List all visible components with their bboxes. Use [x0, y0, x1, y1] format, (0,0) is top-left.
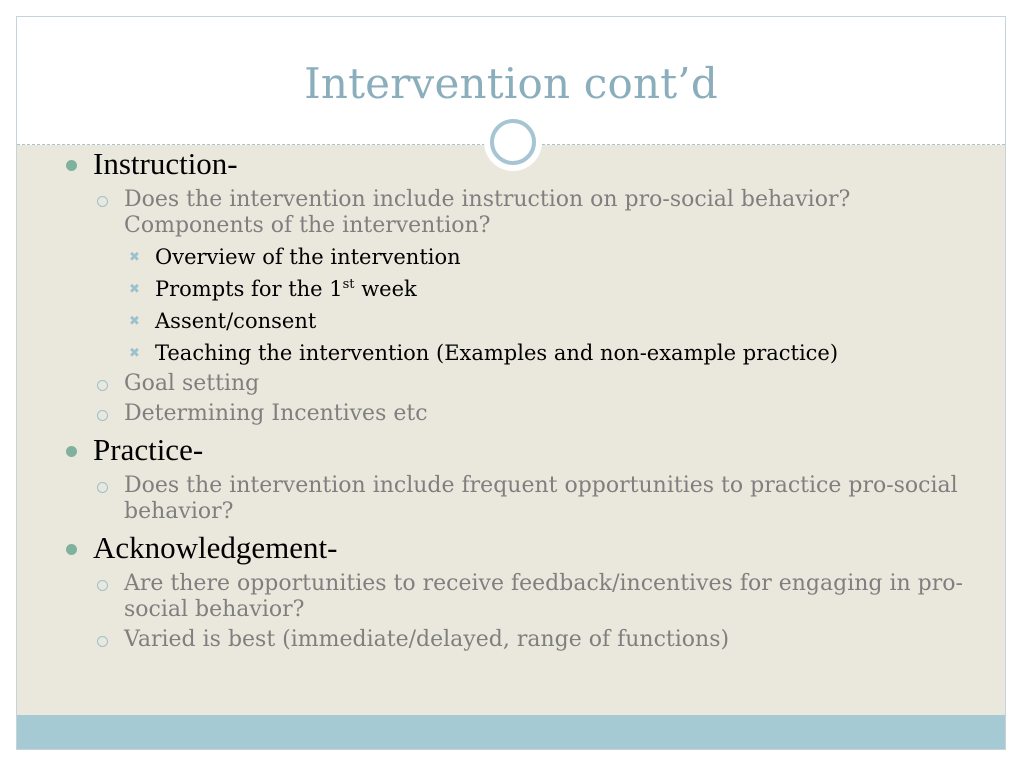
heading-text: Acknowledgement-: [93, 530, 338, 565]
hollow-circle-bullet-icon: [97, 482, 108, 493]
sub-bullet: [61, 371, 975, 397]
sub-sub-bullet: [61, 308, 975, 335]
sub-sub-bullet-text: Teaching the intervention (Examples and non-example practice): [155, 341, 839, 365]
star-cross-bullet-icon: ✖: [129, 282, 140, 297]
sub-sub-bullet-text: Prompts for the 1: [155, 277, 343, 301]
hollow-circle-bullet-icon: [97, 580, 108, 591]
sub-bullet: [61, 571, 975, 623]
hollow-circle-bullet-icon: [97, 380, 108, 391]
sub-bullet-text: Goal setting: [124, 371, 260, 396]
hollow-circle-bullet-icon: [97, 196, 108, 207]
hollow-circle-bullet-icon: [97, 410, 108, 421]
star-cross-bullet-icon: ✖: [129, 250, 140, 265]
bullet-practice: [61, 431, 975, 469]
sub-sub-bullet-text: Assent/consent: [155, 309, 317, 333]
sub-sub-bullet-text-tail: week: [354, 277, 417, 301]
filled-circle-bullet-icon: [66, 544, 77, 555]
heading-text: Instruction-: [93, 146, 238, 181]
slide-title: Intervention cont’d: [304, 59, 718, 108]
sub-bullet: [61, 401, 975, 427]
sub-bullet: [61, 473, 975, 525]
sub-bullet-text: Does the intervention include instruction on pro-social behavior? Components of the intervention?: [124, 187, 851, 238]
bullet-instruction: [61, 145, 975, 183]
bullet-acknowledgement: [61, 529, 975, 567]
sub-sub-bullet: [61, 244, 975, 271]
sub-bullet-text: Varied is best (immediate/delayed, range of functions): [124, 627, 730, 652]
slide: [16, 16, 1006, 750]
sub-sub-bullet-text: Overview of the intervention: [155, 245, 461, 269]
sub-bullet: [61, 187, 975, 239]
sub-sub-bullet: [61, 340, 975, 367]
heading-text: Practice-: [93, 432, 204, 467]
sub-bullet: [61, 627, 975, 653]
filled-circle-bullet-icon: [66, 160, 77, 171]
sub-bullet-text: Does the intervention include frequent opportunities to practice pro-social behavior?: [124, 473, 958, 524]
hollow-circle-bullet-icon: [97, 636, 108, 647]
slide-content: [61, 145, 975, 653]
sub-sub-bullet: [61, 276, 975, 303]
filled-circle-bullet-icon: [66, 446, 77, 457]
sub-bullet-text: Are there opportunities to receive feedback/incentives for engaging in pro-social behavior?: [124, 571, 963, 622]
star-cross-bullet-icon: ✖: [129, 314, 140, 329]
footer-band: [17, 715, 1005, 749]
sub-bullet-text: Determining Incentives etc: [124, 401, 428, 426]
star-cross-bullet-icon: ✖: [129, 346, 140, 361]
superscript-st: st: [342, 277, 355, 292]
